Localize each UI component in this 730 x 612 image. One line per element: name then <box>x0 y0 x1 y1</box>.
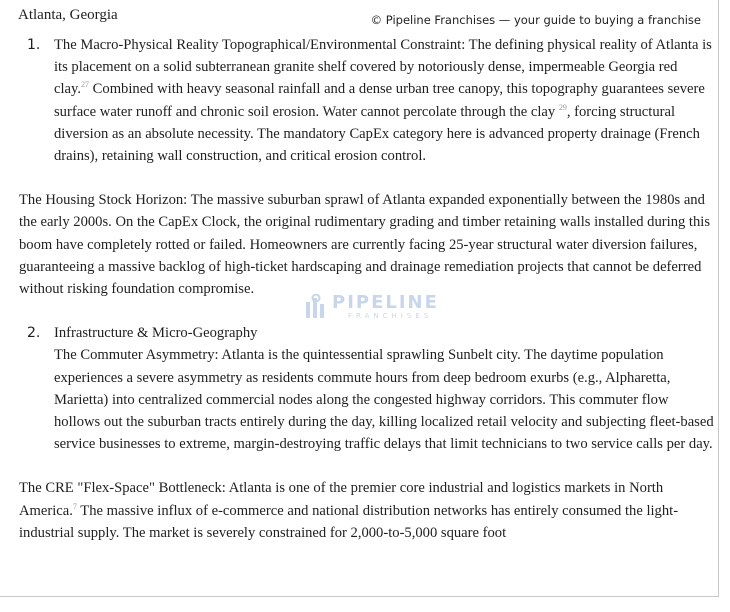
footnote-ref[interactable]: 27 <box>81 80 90 90</box>
item1-text-a: The Macro-Physical Reality Topographical/Environmental Constraint: The defining physical reality of Atlanta is its placement on a solid subterranean granite shelf covered by notoriously dense, impermeable Georgia red clay. <box>54 37 712 98</box>
location-heading: Atlanta, Georgia <box>18 7 118 23</box>
cre-text-b: The massive influx of e-commerce and national distribution networks has entirely consumed the light-industrial supply. The market is severely constrained for 2,000-to-5,000 square foot <box>19 502 679 541</box>
logo-wordmark: PIPELINE <box>332 292 439 313</box>
cre-text-a: The CRE "Flex-Space" Bottleneck: Atlanta is one of the premier core industrial and logistics markets in North America. <box>19 480 664 519</box>
footnote-ref[interactable]: 7 <box>72 501 77 511</box>
list-item-2 <box>0 322 718 455</box>
list-number: 1. <box>27 37 41 53</box>
copyright-watermark: © Pipeline Franchises — your guide to buying a franchise <box>370 13 701 27</box>
item1-text-c: , forcing structural diversion as an absolute necessity. The mandatory CapEx category here is advanced property drainage (French drains), retaining wall construction, and critical erosion control. <box>54 103 700 165</box>
logo-subtext: FRANCHISES <box>348 312 433 320</box>
list-item-1 <box>0 34 718 167</box>
list-number: 2. <box>27 325 41 342</box>
footnote-ref[interactable]: 29 <box>558 102 567 112</box>
cre-paragraph <box>0 477 718 544</box>
item1-text-b: Combined with heavy seasonal rainfall and a dense urban tree canopy, this topography guarantees severe surface water runoff and chronic soil erosion. Water cannot percolate through the clay <box>54 81 705 120</box>
document-body <box>0 34 718 544</box>
housing-paragraph: The Housing Stock Horizon: The massive suburban sprawl of Atlanta expanded exponentially between the 1980s and the early 2000s. On the CapEx Clock, the original rudimentary grading and timber retaining walls installed during this boom have completely rotted or failed. Homeowners are currently facing 25-year structural water diversion failures, guaranteeing a massive backlog of high-ticket hardscaping and drainage remediation projects that cannot be deferred without risking foundation compromise. <box>19 192 711 298</box>
item2-text: The Commuter Asymmetry: Atlanta is the quintessential sprawling Sunbelt city. The daytime population experiences a severe asymmetry as residents commute hours from deep bedroom exurbs (e.g., Alpharetta, Marietta) into centralized commercial nodes along the congested highway corridors. This commuter flow hollows out the suburban tracts entirely during the day, killing localized retail velocity and subjecting fleet-based service businesses to extreme, margin-destroying traffic delays that limit technicians to two service calls per day. <box>54 347 714 453</box>
item2-title: Infrastructure & Micro-Geography <box>54 325 258 342</box>
